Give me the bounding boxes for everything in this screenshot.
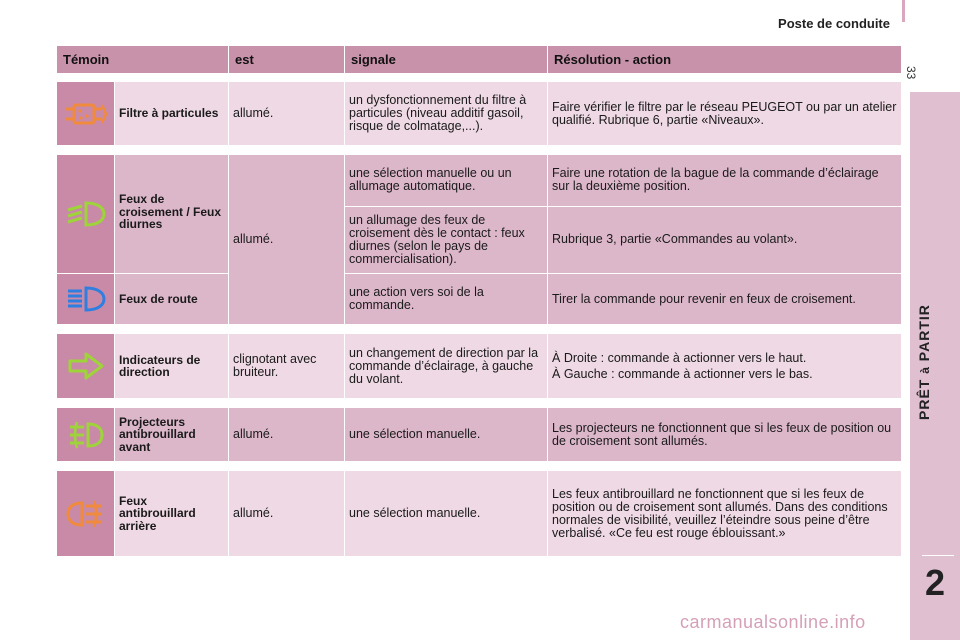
- direction-indicator-icon: [57, 351, 114, 381]
- table-row: [57, 408, 902, 462]
- chapter-divider: [922, 555, 954, 556]
- table-row: [57, 82, 902, 146]
- light-action: [548, 334, 902, 399]
- light-signal: une sélection manuelle.: [345, 408, 548, 462]
- light-name: Feux de route: [115, 274, 229, 325]
- light-signal: un allumage des feux de croisement dès le contact : feux diurnes (selon le pays de commercialisation).: [345, 207, 548, 275]
- light-state: allumé.: [229, 82, 345, 146]
- light-name: Projecteurs antibrouillard avant: [115, 408, 229, 462]
- light-action: Rubrique 3, partie «Commandes au volant».: [548, 207, 902, 275]
- chapter-title: [916, 290, 932, 420]
- front-fog-icon: [57, 420, 114, 450]
- light-name: Filtre à particules: [115, 82, 229, 146]
- table-row: [57, 334, 902, 399]
- chapter-number: 2: [925, 562, 946, 603]
- main-beam-icon: [64, 284, 108, 314]
- light-action: Les projecteurs ne fonctionnent que si les feux de position ou de croisement sont allumés.: [548, 408, 902, 462]
- column-header-temoin: Témoin: [57, 46, 229, 73]
- column-header-resolution: Résolution - action: [548, 46, 902, 73]
- light-name: Feux antibrouillard arrière: [115, 471, 229, 557]
- chapter-title-part2: à: [918, 366, 932, 374]
- page-header-title: Poste de conduite: [778, 16, 890, 31]
- light-name: Indicateurs de direction: [115, 334, 229, 399]
- light-name: Feux de croisement / Feux diurnes: [115, 155, 229, 274]
- light-action: Les feux antibrouillard ne fonctionnent que si les feux de position ou de croisement sont allumés. Dans des conditions normales de visibilité, veuillez l’éteindre sous peine d’être verbalisé. «Ce feu est rouge éblouissant.»: [548, 471, 902, 557]
- icon-cell: [57, 334, 115, 399]
- chapter-title-part1: PRÊT: [916, 378, 932, 420]
- light-signal: un changement de direction par la commande d’éclairage, à gauche du volant.: [345, 334, 548, 399]
- light-signal: une sélection manuelle.: [345, 471, 548, 557]
- light-state: allumé.: [229, 471, 345, 557]
- light-state: clignotant avec bruiteur.: [229, 334, 345, 399]
- table-row: [57, 471, 902, 557]
- page-number: 33: [904, 66, 918, 80]
- header-accent-bar: [902, 0, 905, 22]
- light-signal: une action vers soi de la commande.: [345, 274, 548, 325]
- light-signal: une sélection manuelle ou un allumage automatique.: [345, 155, 548, 207]
- rear-fog-icon: [57, 499, 114, 529]
- watermark: carmanualsonline.info: [680, 612, 866, 632]
- icon-cell: [57, 155, 115, 325]
- light-state: allumé.: [229, 155, 345, 325]
- icon-cell: [57, 408, 115, 462]
- warning-lights-table: [57, 46, 902, 557]
- table-row: [57, 155, 902, 207]
- action-right: À Droite : commande à actionner vers le haut.: [552, 350, 807, 365]
- dipped-beam-icon: [64, 199, 108, 229]
- particle-filter-icon: [57, 99, 114, 129]
- light-signal: un dysfonctionnement du filtre à particules (niveau additif gasoil, risque de colmatage,...).: [345, 82, 548, 146]
- column-header-signale: signale: [345, 46, 548, 73]
- icon-cell: [57, 471, 115, 557]
- light-action: Faire une rotation de la bague de la commande d’éclairage sur la deuxième position.: [548, 155, 902, 207]
- icon-cell: [57, 82, 115, 146]
- action-left: À Gauche : commande à actionner vers le bas.: [552, 366, 813, 381]
- table-row: [57, 274, 902, 325]
- light-state: allumé.: [229, 408, 345, 462]
- chapter-title-part3: PARTIR: [916, 304, 932, 362]
- column-header-est: est: [229, 46, 345, 73]
- table-header-row: [57, 46, 902, 73]
- light-action: Tirer la commande pour revenir en feux de croisement.: [548, 274, 902, 325]
- light-action: Faire vérifier le filtre par le réseau PEUGEOT ou par un atelier qualifié. Rubrique 6, partie «Niveaux».: [548, 82, 902, 146]
